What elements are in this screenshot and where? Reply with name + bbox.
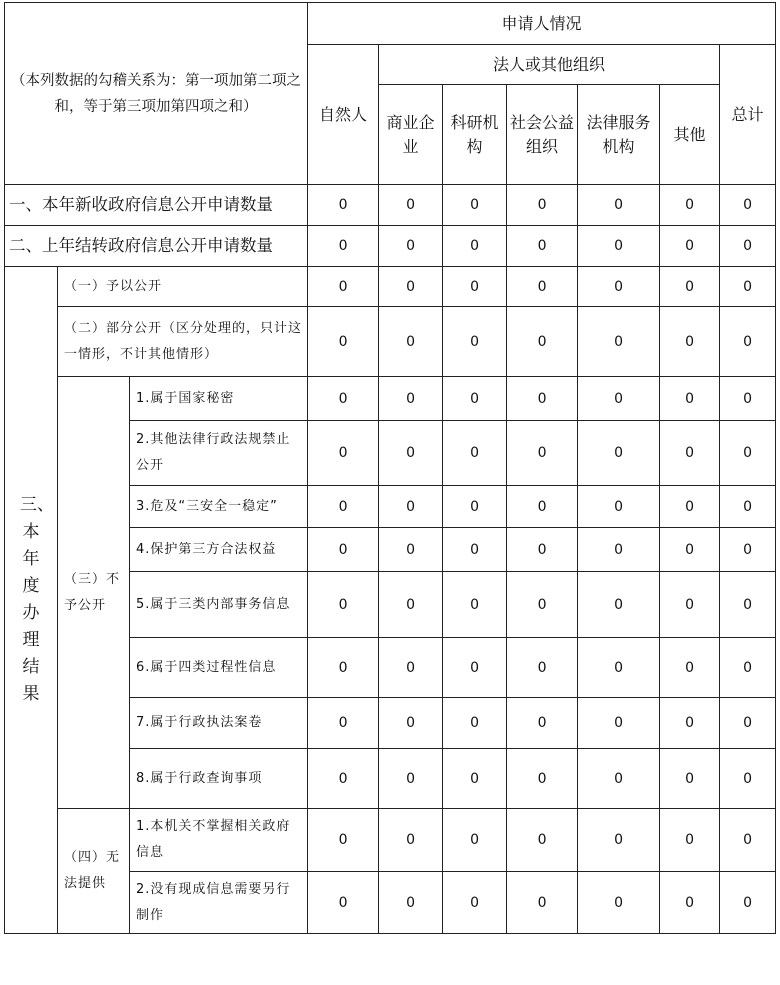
- cell-value: 0: [720, 698, 776, 749]
- cell-value: 0: [660, 749, 720, 809]
- cell-value: 0: [720, 638, 776, 698]
- other-header: 其他: [660, 85, 720, 185]
- natural-person-header: 自然人: [308, 45, 379, 185]
- row-label: 2.没有现成信息需要另行制作: [130, 872, 308, 934]
- cell-value: 0: [720, 267, 776, 307]
- cell-value: 0: [578, 638, 660, 698]
- cell-value: 0: [443, 698, 507, 749]
- cell-value: 0: [443, 486, 507, 528]
- cell-value: 0: [507, 185, 578, 226]
- row-label: 6.属于四类过程性信息: [130, 638, 308, 698]
- cell-value: 0: [507, 267, 578, 307]
- cell-value: 0: [379, 638, 443, 698]
- legal-service-header: 法律服务机构: [578, 85, 660, 185]
- cell-value: 0: [443, 185, 507, 226]
- cell-value: 0: [507, 698, 578, 749]
- not-disclose-label: （三）不予公开: [58, 377, 130, 809]
- cell-value: 0: [578, 809, 660, 872]
- cell-value: 0: [720, 528, 776, 572]
- cell-value: 0: [507, 421, 578, 486]
- row-label: 1.本机关不掌握相关政府信息: [130, 809, 308, 872]
- cell-value: 0: [443, 421, 507, 486]
- cell-value: 0: [308, 638, 379, 698]
- cell-value: 0: [578, 226, 660, 267]
- cell-value: 0: [507, 809, 578, 872]
- cell-value: 0: [578, 267, 660, 307]
- cell-value: 0: [443, 377, 507, 421]
- cell-value: 0: [308, 698, 379, 749]
- cell-value: 0: [660, 421, 720, 486]
- cell-value: 0: [308, 486, 379, 528]
- cell-value: 0: [443, 749, 507, 809]
- cell-value: 0: [578, 572, 660, 638]
- legal-persons-header: 法人或其他组织: [379, 45, 720, 85]
- row-label: （一）予以公开: [58, 267, 308, 307]
- cell-value: 0: [660, 185, 720, 226]
- research-header: 科研机构: [443, 85, 507, 185]
- cell-value: 0: [720, 377, 776, 421]
- cell-value: 0: [720, 809, 776, 872]
- commercial-header: 商业企业: [379, 85, 443, 185]
- cell-value: 0: [308, 872, 379, 934]
- cell-value: 0: [660, 528, 720, 572]
- cell-value: 0: [308, 307, 379, 377]
- row-label: 4.保护第三方合法权益: [130, 528, 308, 572]
- cell-value: 0: [443, 872, 507, 934]
- cell-value: 0: [379, 572, 443, 638]
- cell-value: 0: [507, 307, 578, 377]
- cell-value: 0: [507, 486, 578, 528]
- cell-value: 0: [720, 749, 776, 809]
- cell-value: 0: [308, 809, 379, 872]
- cell-value: 0: [660, 226, 720, 267]
- row-label: 一、本年新收政府信息公开申请数量: [5, 185, 308, 226]
- cell-value: 0: [720, 486, 776, 528]
- cell-value: 0: [379, 528, 443, 572]
- cell-value: 0: [379, 872, 443, 934]
- cell-value: 0: [578, 872, 660, 934]
- applicant-info-header: 申请人情况: [308, 3, 776, 45]
- cell-value: 0: [660, 377, 720, 421]
- row-label: 5.属于三类内部事务信息: [130, 572, 308, 638]
- row-label: 2.其他法律行政法规禁止公开: [130, 421, 308, 486]
- cell-value: 0: [660, 267, 720, 307]
- cell-value: 0: [308, 572, 379, 638]
- cell-value: 0: [578, 377, 660, 421]
- row-label: 8.属于行政查询事项: [130, 749, 308, 809]
- cell-value: 0: [578, 698, 660, 749]
- cell-value: 0: [379, 377, 443, 421]
- cell-value: 0: [379, 267, 443, 307]
- cell-value: 0: [443, 267, 507, 307]
- cell-value: 0: [660, 872, 720, 934]
- total-header: 总计: [720, 45, 776, 185]
- row-label: 7.属于行政执法案卷: [130, 698, 308, 749]
- results-label-text: 三、本年度办理结果: [20, 495, 54, 704]
- cell-value: 0: [578, 421, 660, 486]
- public-welfare-header: 社会公益组织: [507, 85, 578, 185]
- cell-value: 0: [507, 528, 578, 572]
- row-label: 二、上年结转政府信息公开申请数量: [5, 226, 308, 267]
- cell-value: 0: [578, 749, 660, 809]
- gov-info-disclosure-table: [4, 2, 776, 934]
- row-label: 3.危及“三安全一稳定”: [130, 486, 308, 528]
- cell-value: 0: [379, 307, 443, 377]
- cell-value: 0: [443, 307, 507, 377]
- cell-value: 0: [379, 486, 443, 528]
- cell-value: 0: [308, 267, 379, 307]
- cell-value: 0: [443, 226, 507, 267]
- cell-value: 0: [507, 572, 578, 638]
- cell-value: 0: [443, 809, 507, 872]
- relation-note: （本列数据的勾稽关系为：第一项加第二项之和，等于第三项加第四项之和）: [5, 3, 308, 185]
- cell-value: 0: [507, 872, 578, 934]
- cell-value: 0: [720, 226, 776, 267]
- cell-value: 0: [308, 749, 379, 809]
- cell-value: 0: [578, 185, 660, 226]
- cell-value: 0: [578, 486, 660, 528]
- cell-value: 0: [443, 638, 507, 698]
- cell-value: 0: [660, 572, 720, 638]
- cell-value: 0: [379, 226, 443, 267]
- cell-value: 0: [660, 809, 720, 872]
- row-label: 1.属于国家秘密: [130, 377, 308, 421]
- cell-value: 0: [379, 185, 443, 226]
- row-label: （二）部分公开（区分处理的，只计这一情形，不计其他情形）: [58, 307, 308, 377]
- cell-value: 0: [308, 185, 379, 226]
- cell-value: 0: [379, 421, 443, 486]
- cell-value: 0: [308, 528, 379, 572]
- cell-value: 0: [720, 572, 776, 638]
- cell-value: 0: [660, 486, 720, 528]
- cell-value: 0: [308, 226, 379, 267]
- cell-value: 0: [379, 809, 443, 872]
- cell-value: 0: [308, 421, 379, 486]
- results-label: [5, 267, 58, 934]
- cell-value: 0: [507, 377, 578, 421]
- cell-value: 0: [660, 638, 720, 698]
- cell-value: 0: [720, 185, 776, 226]
- cell-value: 0: [578, 528, 660, 572]
- cell-value: 0: [507, 226, 578, 267]
- cell-value: 0: [507, 638, 578, 698]
- cell-value: 0: [578, 307, 660, 377]
- cell-value: 0: [308, 377, 379, 421]
- cell-value: 0: [443, 528, 507, 572]
- cell-value: 0: [443, 572, 507, 638]
- cell-value: 0: [720, 872, 776, 934]
- cell-value: 0: [379, 749, 443, 809]
- cell-value: 0: [660, 698, 720, 749]
- cell-value: 0: [379, 698, 443, 749]
- cell-value: 0: [720, 421, 776, 486]
- cell-value: 0: [720, 307, 776, 377]
- cell-value: 0: [660, 307, 720, 377]
- cell-value: 0: [507, 749, 578, 809]
- unable-label: （四）无法提供: [58, 809, 130, 934]
